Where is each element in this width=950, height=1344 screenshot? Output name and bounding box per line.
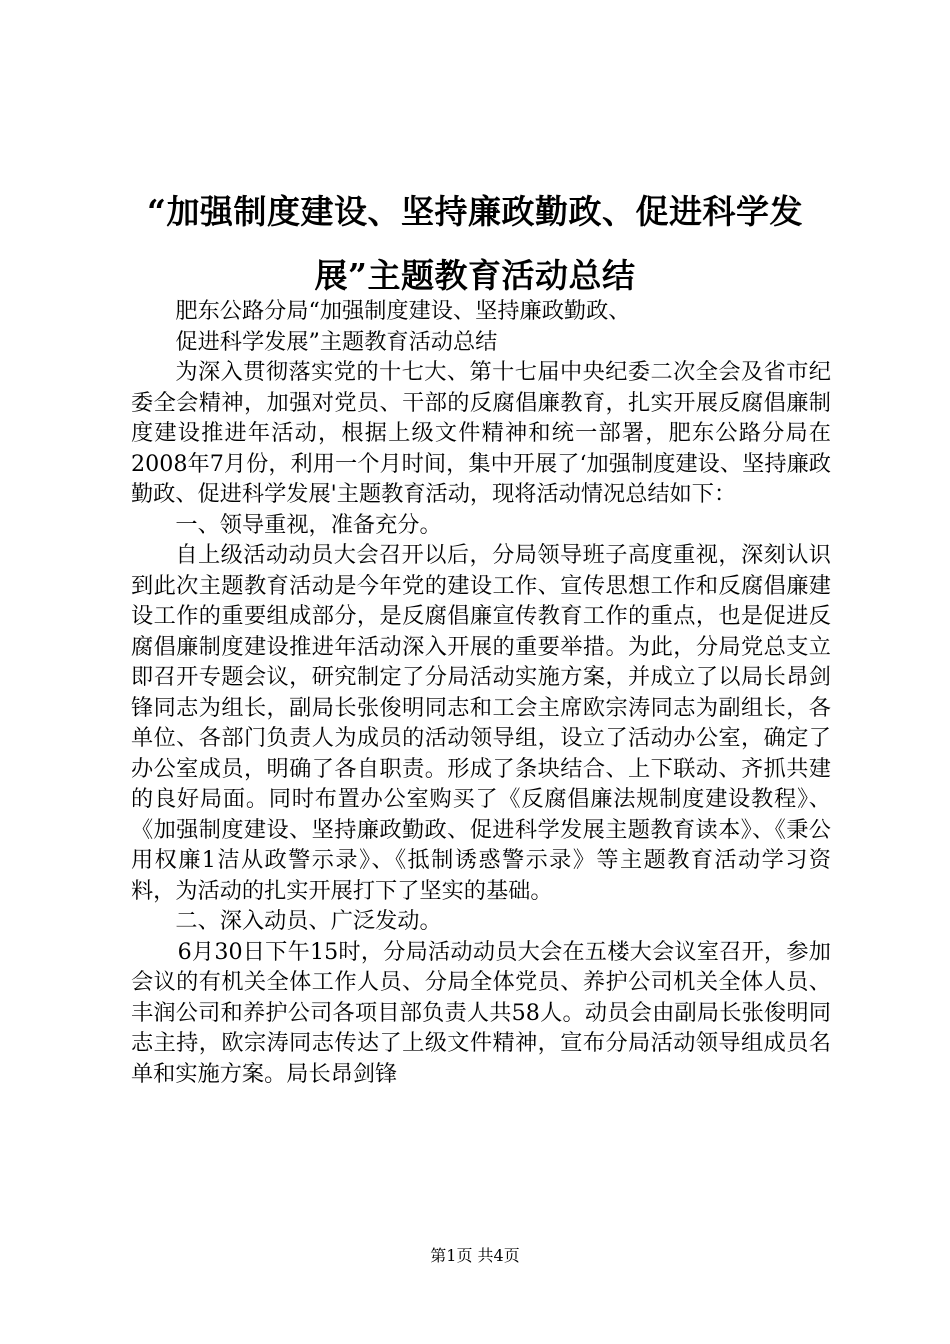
paragraph-section-1: 自上级活动动员大会召开以后，分局领导班子高度重视，深刻认识到此次主题教育活动是今年党的建设工作、宣传思想工作和反腐倡廉建设工作的重要组成部分，是反腐倡廉宣传教育工作的重点，也是促进反腐倡廉制度建设推进年活动深入开展的重要举措。为此，分局党总支立即召开专题会议，研究制定了分局活动实施方案，并成立了以局长昂剑锋同志为组长，副局长张俊明同志和工会主席欧宗涛同志为副组长，各单位、各部门负责人为成员的活动领导组，设立了活动办公室，确定了办公室成员，明确了各自职责。形成了条块结合、上下联动、齐抓共建的良好局面。同时布置办公室购买了《反腐倡廉法规制度建设教程》、《加强制度建设、坚持廉政勤政、促进科学发展主题教育读本》、《秉公用权廉1洁从政警示录》、《抵制诱惑警示录》等主题教育活动学习资料，为活动的扎实开展打下了坚实的基础。	[131, 542, 831, 904]
section-heading-2: 二、深入动员、广泛发动。	[175, 908, 442, 934]
paragraph-subtitle-1: 肥东公路分局“加强制度建设、坚持廉政勤政、	[175, 298, 631, 324]
paragraph-intro: 为深入贯彻落实党的十七大、第十七届中央纪委二次全会及省市纪委全会精神，加强对党员、干部的反腐倡廉教育，扎实开展反腐倡廉制度建设推进年活动，根据上级文件精神和统一部署，肥东公路分局在2008年7月份，利用一个月时间，集中开展了‘加强制度建设、坚持廉政勤政、促进科学发展'主题教育活动，现将活动情况总结如下：	[131, 359, 831, 507]
section-heading-1: 一、领导重视，准备充分。	[175, 511, 442, 538]
paragraph-subtitle-2: 促进科学发展”主题教育活动总结	[175, 328, 498, 355]
document-title: “加强制度建设、坚持廉政勤政、促进科学发展”主题教育活动总结	[147, 192, 803, 295]
paragraph-section-2: 6月30日下午15时，分局活动动员大会在五楼大会议室召开，参加会议的有机关全体工作人员、分局全体党员、养护公司机关全体人员、丰润公司和养护公司各项目部负责人共58人。动员会由副局长张俊明同志主持，欧宗涛同志传达了上级文件精神，宣布分局活动领导组成员名单和实施方案。局长昂剑锋	[131, 938, 831, 1087]
page-footer: 第1页 共4页	[430, 1246, 520, 1265]
document-body	[131, 296, 831, 1089]
